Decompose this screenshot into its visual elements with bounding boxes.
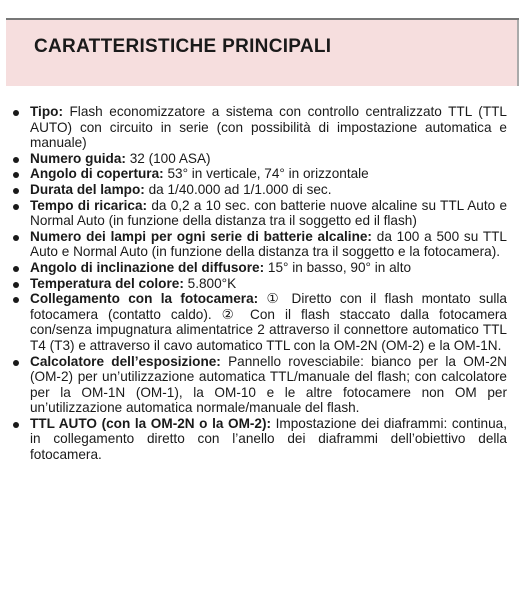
- spec-label: Angolo di inclinazione del diffusore:: [30, 259, 265, 275]
- spec-label: Calcolatore dell’esposizione:: [30, 353, 221, 369]
- spec-item-temperatura-colore: [12, 276, 507, 292]
- spec-text: da 100 a 500 su TTL Auto e Normal Auto (in funzione della distanza tra il soggetto e la fotocamera).: [30, 228, 507, 260]
- bullet-icon: [13, 110, 19, 116]
- spec-text: Pannello rovesciabile: bianco per la OM-2N (OM-2) per un’utilizzazione automatica TTL/manuale del flash; con calcolatore per la OM-1N (OM-1), la OM-10 e le altre fotocamere non OM per un’utilizzazione automatica normale/manuale del flash.: [30, 353, 508, 416]
- bullet-icon: [13, 282, 19, 288]
- spec-text: 15° in basso, 90° in alto: [264, 259, 412, 275]
- spec-label: Tipo:: [30, 104, 63, 119]
- spec-item-numero-guida: [12, 151, 507, 167]
- bullet-icon: [13, 360, 19, 366]
- spec-text: da 1/40.000 ad 1/1.000 di sec.: [144, 181, 332, 197]
- bullet-icon: [13, 422, 19, 428]
- spec-text: 32 (100 ASA): [125, 150, 211, 166]
- page-title: CARATTERISTICHE PRINCIPALI: [34, 36, 332, 57]
- spec-item-tipo: [12, 104, 507, 151]
- spec-item-tempo-ricarica: [12, 198, 507, 229]
- spec-text: Flash economizzatore a sistema con controllo centralizzato TTL (TTL AUTO) con circuito in serie (con possibilità di impostazione automatica e manuale): [30, 104, 507, 151]
- spec-item-calcolatore: [12, 354, 507, 416]
- spec-item-ttl-auto: [12, 416, 507, 463]
- spec-text: ① Diretto con il flash montato sulla fotocamera (contatto caldo). ② Con il flash staccato dalla fotocamera con/senza impugnatura alimentatrice 2 attraverso il connettore automatico TTL T4 (T3) e attraverso il cavo automatico TTL con la OM-2N (OM-2) e la OM-1N.: [30, 291, 507, 353]
- bullet-icon: [13, 204, 19, 210]
- spec-item-angolo-inclinazione: [12, 260, 507, 276]
- spec-label: Tempo di ricarica:: [30, 197, 148, 213]
- spec-item-numero-lampi: [12, 229, 507, 260]
- spec-label: Angolo di copertura:: [30, 166, 164, 182]
- spec-text: 53° in verticale, 74° in orizzontale: [163, 166, 369, 182]
- spec-list: [12, 104, 507, 463]
- spec-label: Numero dei lampi per ogni serie di batterie alcaline:: [30, 228, 372, 244]
- title-band: [6, 18, 519, 86]
- spec-item-durata-lampo: [12, 182, 507, 198]
- bullet-icon: [13, 235, 19, 241]
- spec-item-collegamento: [12, 291, 507, 353]
- spec-item-angolo-copertura: [12, 166, 507, 182]
- spec-label: Numero guida:: [30, 150, 126, 166]
- spec-label: Durata del lampo:: [30, 181, 145, 197]
- bullet-icon: [13, 188, 19, 194]
- spec-text: 5.800°K: [183, 275, 237, 291]
- spec-label: Collegamento con la fotocamera:: [30, 291, 259, 307]
- spec-label: Temperatura del colore:: [30, 275, 184, 291]
- title-band-edge: [517, 20, 519, 86]
- spec-text: da 0,2 a 10 sec. con batterie nuove alcaline su TTL Auto e Normal Auto (in funzione della distanza tra il soggetto ed il flash): [30, 197, 508, 229]
- bullet-icon: [13, 157, 19, 163]
- spec-label: TTL AUTO (con la OM-2N o la OM-2):: [30, 415, 272, 431]
- bullet-icon: [13, 266, 19, 272]
- bullet-icon: [13, 297, 19, 303]
- bullet-icon: [13, 172, 19, 178]
- spec-text: Impostazione dei diaframmi: continua, in collegamento diretto con l’anello dei diaframmi dell’obiettivo della fotocamera.: [30, 415, 507, 463]
